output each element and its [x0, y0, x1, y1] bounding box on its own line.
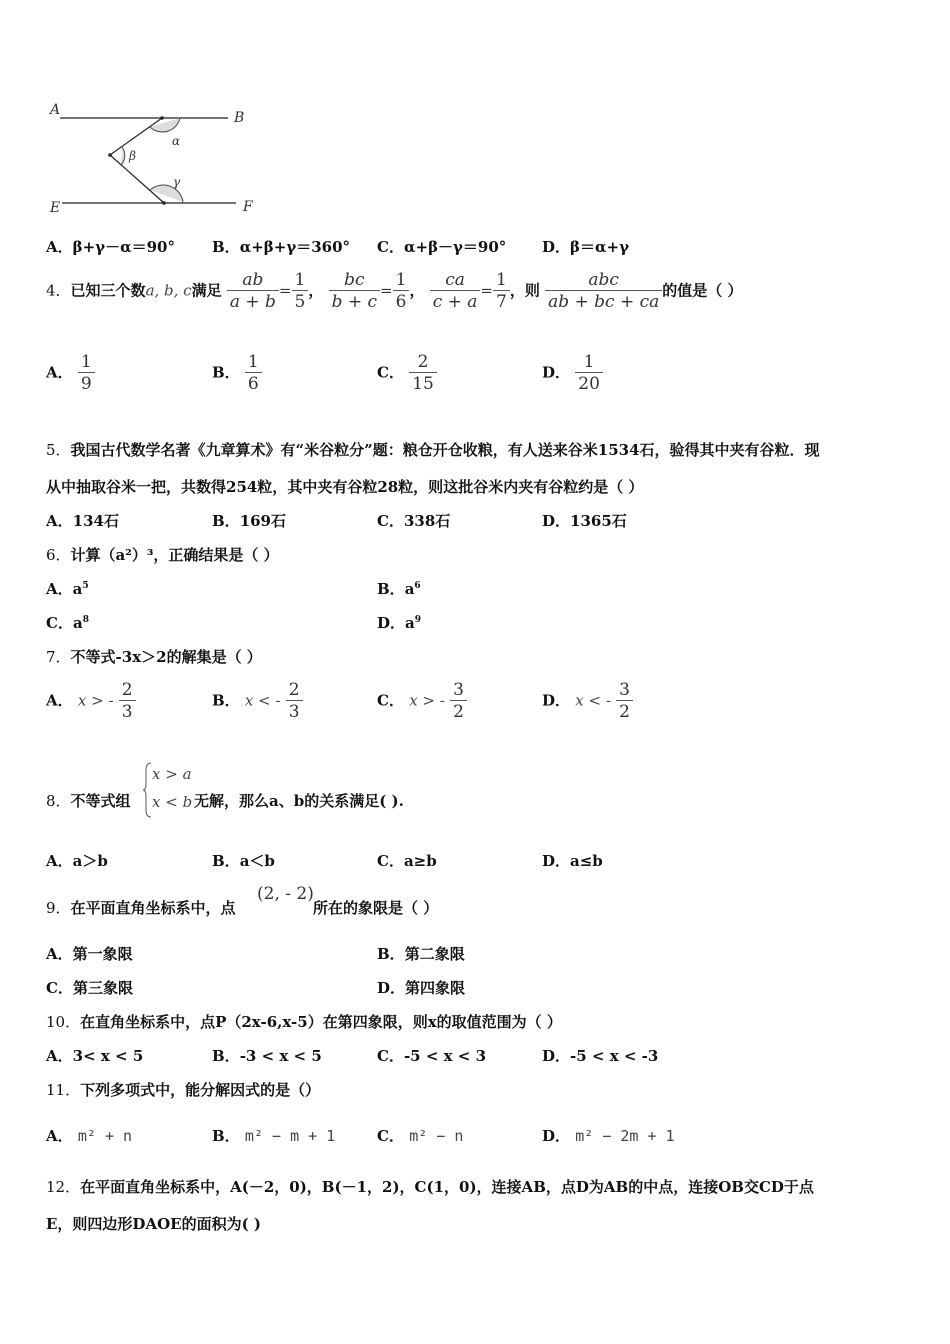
angle-alpha-arc — [150, 118, 180, 132]
q8-option-d[interactable]: D．a≤b — [542, 852, 603, 870]
q12-stem-line2: E，则四边形DAOE的面积为( ) — [46, 1215, 261, 1233]
q11-stem: 11．下列多项式中，能分解因式的是（） — [46, 1081, 321, 1099]
q7-stem: 7．不等式-3x＞2的解集是（ ） — [46, 648, 262, 666]
label-beta: β — [129, 149, 136, 163]
q7-option-d[interactable]: D． x < - $\frac{3}{2}$ — [542, 680, 633, 723]
q3-option-b[interactable]: B．α+β+γ＝360° — [212, 238, 351, 256]
brace-icon — [142, 762, 152, 818]
q11-option-c[interactable]: C． m² − n — [377, 1127, 464, 1145]
q4-fraction-ca: $\frac{ca}{c + a}$ — [430, 270, 481, 313]
q9-stem: 9．在平面直角坐标系中，点 — [46, 899, 236, 917]
point-middle — [108, 153, 112, 157]
q6-stem: 6．计算（a²）³，正确结果是（ ） — [46, 546, 279, 564]
q4-option-c[interactable]: C． $\frac{2}{15}$ — [377, 352, 437, 395]
q3-option-a[interactable]: A．β+γ－α＝90° — [46, 238, 175, 256]
angle-beta-arc — [121, 147, 125, 165]
label-alpha: α — [172, 134, 181, 148]
q10-option-b[interactable]: B．-3 < x < 5 — [212, 1047, 322, 1065]
q10-option-c[interactable]: C．-5 < x < 3 — [377, 1047, 487, 1065]
q5-stem-line2: 从中抽取谷米一把，共数得254粒，其中夹有谷粒28粒，则这批谷米内夹有谷粒约是（ ） — [46, 478, 644, 496]
q8-option-c[interactable]: C．a≥b — [377, 852, 437, 870]
q3-option-c[interactable]: C．α+β－γ＝90° — [377, 238, 507, 256]
q6-option-a[interactable]: A．$a^5$ — [46, 580, 89, 598]
q8-option-a[interactable]: A．a＞b — [46, 852, 108, 870]
q4-option-d[interactable]: D． $\frac{1}{20}$ — [542, 352, 603, 395]
q7-option-b[interactable]: B． x < - $\frac{2}{3}$ — [212, 680, 303, 723]
label-f: F — [243, 199, 253, 215]
segment-lower — [110, 155, 164, 203]
q10-stem: 10．在直角坐标系中，点P（2x-6,x-5）在第四象限，则x的取值范围为（ ） — [46, 1013, 562, 1031]
q6-option-b[interactable]: B．$a^6$ — [377, 580, 421, 598]
q4-fraction-1-5: $\frac{1}{5}$ — [292, 270, 309, 313]
q5-option-c[interactable]: C．338石 — [377, 512, 451, 530]
q5-stem-line1: 5．我国古代数学名著《九章算术》有“米谷粒分”题：粮仓开仓收粮，有人送来谷米1534石，验得其中夹有谷粒．现 — [46, 441, 820, 459]
q7-option-c[interactable]: C． x > - $\frac{3}{2}$ — [377, 680, 467, 723]
q4-fraction-abc: $\frac{\text{abc}}{ab + bc + ca}$ — [545, 270, 662, 313]
q4-option-b[interactable]: B． $\frac{1}{6}$ — [212, 352, 262, 395]
parallel-lines-figure — [40, 98, 280, 223]
q9-option-d[interactable]: D．第四象限 — [377, 979, 466, 997]
q9-stem-tail: 所在的象限是（ ） — [313, 899, 439, 917]
q9-option-b[interactable]: B．第二象限 — [377, 945, 465, 963]
q9-option-c[interactable]: C．第三象限 — [46, 979, 133, 997]
q4-fraction-ab: $\frac{ab}{a + b}$ — [227, 270, 279, 313]
label-e: E — [50, 200, 61, 216]
point-lower — [162, 201, 166, 205]
q10-option-a[interactable]: A．3< x < 5 — [46, 1047, 144, 1065]
label-b: B — [234, 110, 245, 126]
q12-stem-line1: 12．在平面直角坐标系中，A(－2，0)，B(－1，2)，C(1，0)，连接AB，点D为AB的中点，连接OB交CD于点 — [46, 1178, 814, 1196]
q3-option-d[interactable]: D．β＝α+γ — [542, 238, 629, 256]
q8-stem-tail: 无解，那么a、b的关系满足( ). — [194, 792, 404, 810]
q5-option-d[interactable]: D．1365石 — [542, 512, 627, 530]
q9-option-a[interactable]: A．第一象限 — [46, 945, 133, 963]
q6-option-d[interactable]: D．$a^9$ — [377, 614, 422, 632]
q4-fraction-1-6: $\frac{1}{6}$ — [393, 270, 410, 313]
q7-option-a[interactable]: A． x > - $\frac{2}{3}$ — [46, 680, 136, 723]
q9-point: (2, - 2) — [257, 884, 314, 904]
q11-option-a[interactable]: A． m² + n — [46, 1127, 133, 1145]
q4-fraction-bc: $\frac{bc}{b + c}$ — [329, 270, 380, 313]
label-a: A — [50, 102, 61, 118]
q11-option-d[interactable]: D． m² − 2m + 1 — [542, 1127, 675, 1145]
q5-option-b[interactable]: B．169石 — [212, 512, 286, 530]
q4-fraction-1-7: $\frac{1}{7}$ — [493, 270, 510, 313]
q4-stem: 4．已知三个数a, b, c满足 $\frac{ab}{a + b}$ = $\frac{1}{5}$ ， $\frac{bc}{b + c}$ = $\frac{1}{6}$ ， $\frac{ca}{c + a}$ = $\frac{1}{7}$ ，则 $\frac{\text{abc}}{ab + bc + ca}$ 的值是（ ） — [46, 270, 743, 312]
segment-upper — [110, 118, 162, 155]
q8-stem: 8．不等式组 — [46, 792, 131, 810]
q4-option-a[interactable]: A． $\frac{1}{9}$ — [46, 352, 95, 395]
q8-option-b[interactable]: B．a＜b — [212, 852, 275, 870]
q6-option-c[interactable]: C．$a^8$ — [46, 614, 89, 632]
label-gamma: γ — [173, 175, 181, 189]
point-upper — [160, 116, 164, 120]
q11-option-b[interactable]: B． m² − m + 1 — [212, 1127, 336, 1145]
q5-option-a[interactable]: A．134石 — [46, 512, 119, 530]
q10-option-d[interactable]: D．-5 < x < -3 — [542, 1047, 659, 1065]
